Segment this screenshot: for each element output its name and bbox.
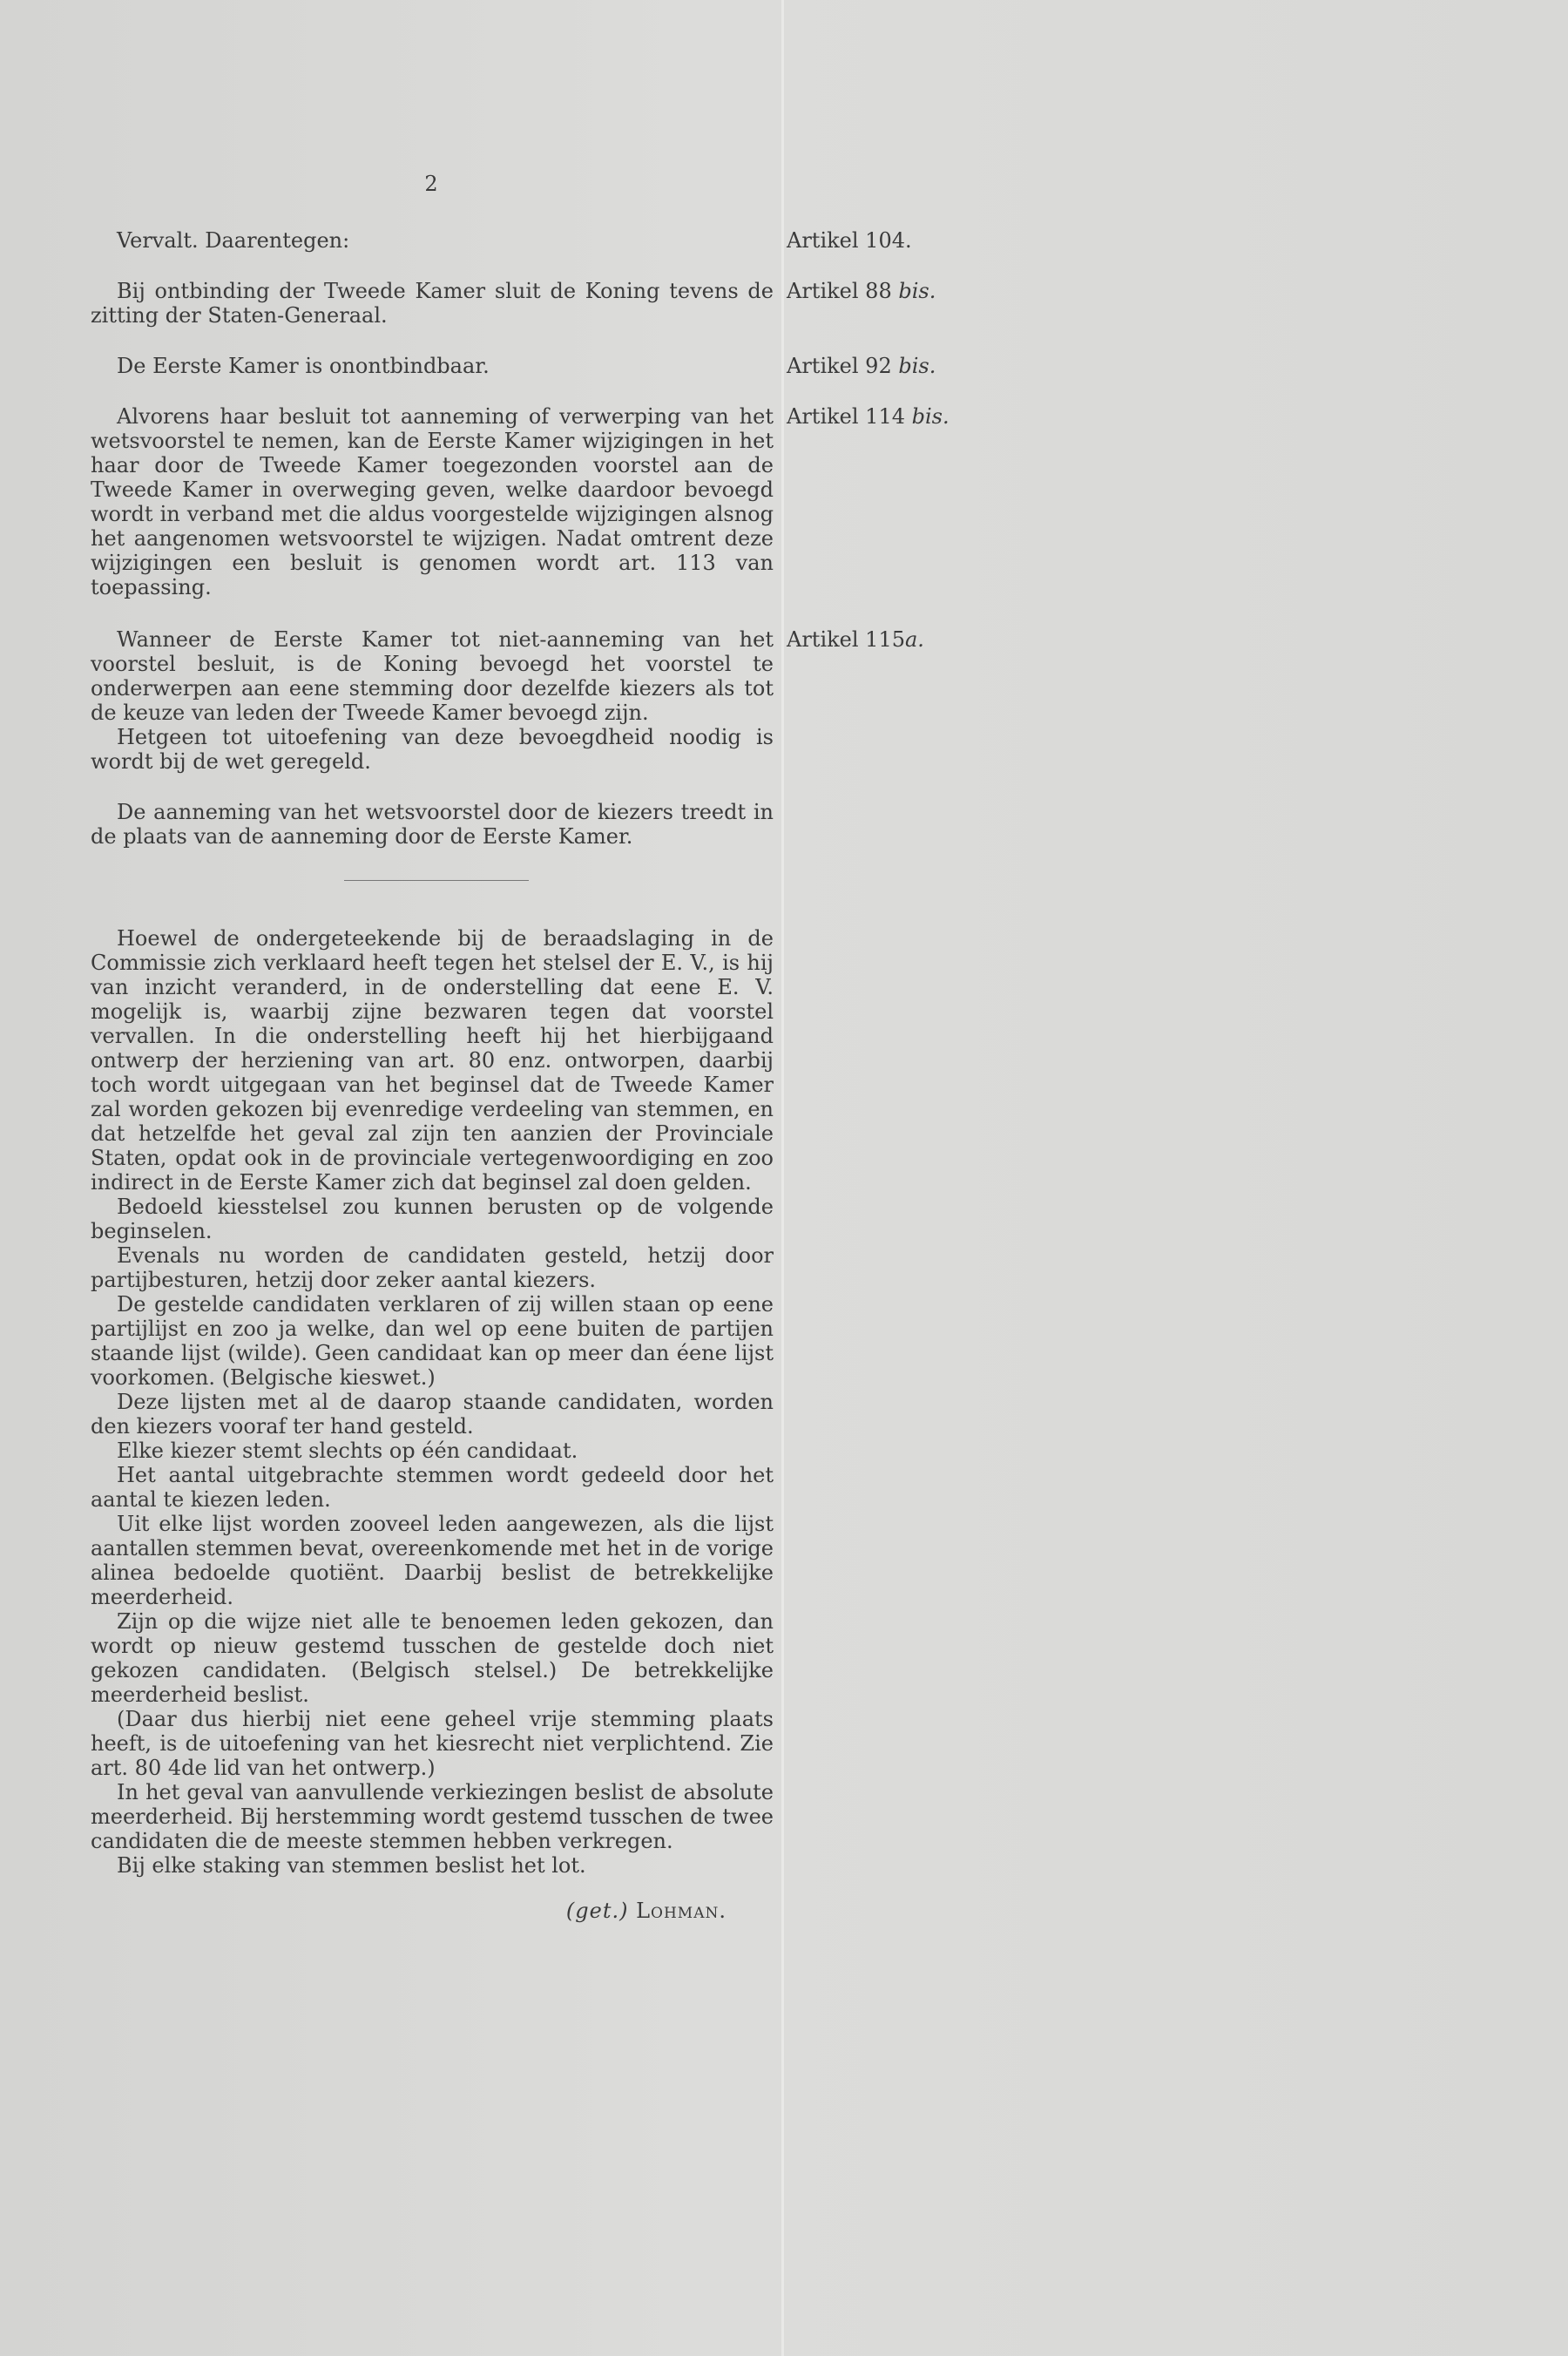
article-paragraph: Hetgeen tot uitoefening van deze bevoegdheid noodig is wordt bij de wet geregeld. — [91, 725, 774, 774]
signature-prefix: (get.) — [565, 1899, 629, 1923]
note-paragraph: Uit elke lijst worden zooveel leden aangewezen, als die lijst aantallen stemmen bevat, overeenkomende met het in de vorige alinea bedoelde quotiënt. Daarbij beslist de betrekkelijke meerderheid. — [91, 1512, 774, 1609]
article-block — [91, 627, 924, 774]
article-margin-label: Artikel 104. — [787, 228, 912, 253]
article-paragraph: De Eerste Kamer is onontbindbaar. — [117, 354, 490, 378]
article-paragraph: Wanneer de Eerste Kamer tot niet-aanneming van het voorstel besluit, is de Koning bevoegd het voorstel te onderwerpen aan eene stemming door dezelfde kiezers als tot de keuze van leden der Tweede Kamer bevoegd zijn. — [91, 627, 774, 725]
article-paragraph: Alvorens haar besluit tot aanneming of verwerping van het wetsvoorstel te nemen, kan de Eerste Kamer wijzigingen in het haar door de Tweede Kamer toegezonden voorstel aan de Tweede Kamer in overweging geven, welke daardoor bevoegd wordt in verband met die aldus voorgestelde wijzigingen alsnog het aangenomen wetsvoorstel te wijzigen. Nadat omtrent deze wijzigingen een besluit is genomen wordt art. 113 van toepassing. — [91, 404, 774, 599]
page-fold — [781, 0, 784, 2356]
article-margin-label: Artikel 115a. — [787, 627, 924, 652]
main-text — [91, 228, 950, 1923]
article-paragraph: De aanneming van het wetsvoorstel door de kiezers treedt in de plaats van de aanneming door de Eerste Kamer. — [91, 800, 774, 849]
article-margin-label: Artikel 114 bis. — [787, 404, 950, 429]
article-paragraph: Bij ontbinding der Tweede Kamer sluit de Koning tevens de zitting der Staten-Generaal. — [91, 279, 774, 328]
explanatory-note — [91, 926, 774, 1878]
article-block — [91, 354, 936, 378]
note-paragraph: Bedoeld kiesstelsel zou kunnen berusten op de volgende beginselen. — [91, 1195, 774, 1243]
article-block — [91, 228, 912, 253]
signature — [91, 1899, 774, 1923]
article-block — [91, 279, 936, 328]
signature-name: Lohman. — [636, 1899, 727, 1923]
note-paragraph: Evenals nu worden de candidaten gesteld, hetzij door partijbesturen, hetzij door zeker aantal kiezers. — [91, 1243, 774, 1292]
note-paragraph: Hoewel de ondergeteekende bij de beraadslaging in de Commissie zich verklaard heeft tegen het stelsel der E. V., is hij van inzicht veranderd, in de onderstelling dat eene E. V. mogelijk is, waarbij zijne bezwaren tegen dat voorstel vervallen. In die onderstelling heeft hij het hierbijgaand ontwerp der herziening van art. 80 enz. ontworpen, daarbij toch wordt uitgegaan van het beginsel dat de Tweede Kamer zal worden gekozen bij evenredige verdeeling van stemmen, en dat hetzelfde het geval zal zijn ten aanzien der Provinciale Staten, opdat ook in de provinciale vertegenwoordiging en zoo indirect in de Eerste Kamer zich dat beginsel zal doen gelden. — [91, 926, 774, 1195]
article-paragraph: Vervalt. Daarentegen: — [117, 228, 350, 253]
section-divider — [344, 880, 529, 881]
note-paragraph: Zijn op die wijze niet alle te benoemen leden gekozen, dan wordt op nieuw gestemd tusschen de gestelde doch niet gekozen candidaten. (Belgisch stelsel.) De betrekkelijke meerderheid beslist. — [91, 1609, 774, 1707]
article-block — [91, 800, 774, 849]
note-paragraph: Elke kiezer stemt slechts op één candidaat. — [117, 1439, 578, 1463]
page-number: 2 — [424, 172, 438, 196]
note-paragraph: Deze lijsten met al de daarop staande candidaten, worden den kiezers vooraf ter hand gesteld. — [91, 1390, 774, 1439]
note-paragraph: Het aantal uitgebrachte stemmen wordt gedeeld door het aantal te kiezen leden. — [91, 1463, 774, 1512]
note-paragraph: De gestelde candidaten verklaren of zij willen staan op eene partijlijst en zoo ja welke, dan wel op eene buiten de partijen staande lijst (wilde). Geen candidaat kan op meer dan éene lijst voorkomen. (Belgische kieswet.) — [91, 1292, 774, 1390]
note-paragraph: In het geval van aanvullende verkiezingen beslist de absolute meerderheid. Bij herstemming wordt gestemd tusschen de twee candidaten die de meeste stemmen hebben verkregen. — [91, 1780, 774, 1853]
article-margin-label: Artikel 88 bis. — [787, 279, 936, 303]
note-paragraph: (Daar dus hierbij niet eene geheel vrije stemming plaats heeft, is de uitoefening van het kiesrecht niet verplichtend. Zie art. 80 4de lid van het ontwerp.) — [91, 1707, 774, 1780]
article-block — [91, 404, 950, 599]
article-margin-label: Artikel 92 bis. — [787, 354, 936, 378]
note-paragraph: Bij elke staking van stemmen beslist het lot. — [117, 1853, 586, 1878]
